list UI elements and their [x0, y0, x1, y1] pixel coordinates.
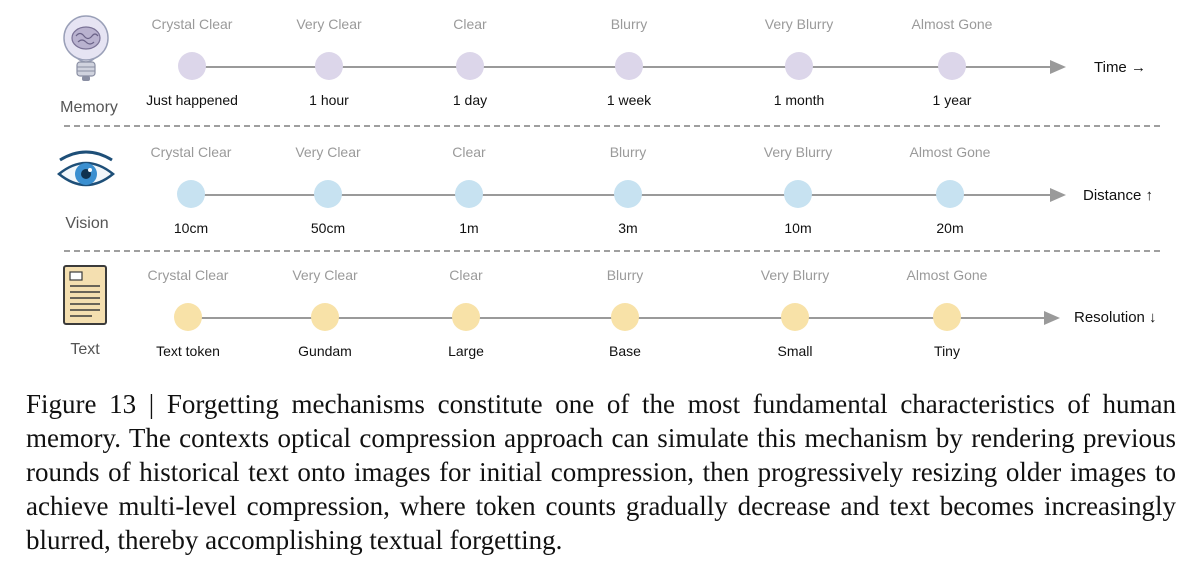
- vision-stage: [389, 144, 549, 236]
- text-stage: [715, 267, 875, 359]
- vision-stage: [718, 144, 878, 236]
- vision-dot: [455, 180, 483, 208]
- text-stage: [545, 267, 705, 359]
- memory-dot: [315, 52, 343, 80]
- resolution-value: Large: [448, 343, 484, 359]
- resolution-value: Tiny: [934, 343, 960, 359]
- text-arrowhead: [1044, 311, 1060, 325]
- clarity-label: Crystal Clear: [150, 144, 232, 160]
- memory-dot: [938, 52, 966, 80]
- resolution-value: Base: [609, 343, 641, 359]
- text-dot: [933, 303, 961, 331]
- text-stage: [867, 267, 1027, 359]
- lightbulb-brain-icon: [60, 12, 112, 92]
- vision-label: Vision: [65, 215, 109, 232]
- time-value: 1 hour: [309, 92, 349, 108]
- clarity-label: Clear: [453, 16, 487, 32]
- vision-dot: [936, 180, 964, 208]
- clarity-label: Very Blurry: [760, 267, 830, 283]
- vision-dot: [784, 180, 812, 208]
- text-label: Text: [70, 341, 100, 358]
- clarity-label: Very Clear: [292, 267, 358, 283]
- distance-value: 3m: [618, 220, 638, 236]
- distance-value: 10m: [784, 220, 812, 236]
- clarity-label: Crystal Clear: [147, 267, 229, 283]
- vision-row: [0, 128, 1200, 248]
- distance-value: 1m: [459, 220, 479, 236]
- time-value: 1 day: [452, 92, 488, 108]
- time-value: 1 month: [773, 92, 825, 108]
- clarity-label: Very Blurry: [763, 144, 833, 160]
- document-icon: [62, 264, 108, 326]
- text-stage: [108, 267, 268, 359]
- time-value: 1 year: [932, 92, 972, 108]
- text-dot: [311, 303, 339, 331]
- text-axis-label: Resolution ↓: [1074, 309, 1157, 326]
- clarity-label: Crystal Clear: [151, 16, 233, 32]
- text-dot: [611, 303, 639, 331]
- memory-stage: [872, 16, 1032, 108]
- time-value: Just happened: [146, 92, 238, 108]
- clarity-label: Blurry: [609, 144, 647, 160]
- vision-dot: [314, 180, 342, 208]
- memory-stage: [549, 16, 709, 108]
- distance-value: 10cm: [173, 220, 209, 236]
- clarity-label: Blurry: [606, 267, 644, 283]
- resolution-value: Small: [777, 343, 813, 359]
- memory-stage: [249, 16, 409, 108]
- text-dot: [781, 303, 809, 331]
- text-stage: [245, 267, 405, 359]
- memory-dot: [456, 52, 484, 80]
- time-value: 1 week: [606, 92, 652, 108]
- clarity-label: Very Clear: [295, 144, 361, 160]
- clarity-label: Clear: [452, 144, 486, 160]
- clarity-label: Very Blurry: [764, 16, 834, 32]
- vision-arrowhead: [1050, 188, 1066, 202]
- vision-dot: [614, 180, 642, 208]
- vision-stage: [870, 144, 1030, 236]
- memory-stage: [112, 16, 272, 108]
- text-dot: [174, 303, 202, 331]
- clarity-label: Clear: [449, 267, 483, 283]
- vision-stage: [111, 144, 271, 236]
- memory-stage: [719, 16, 879, 108]
- memory-dot: [615, 52, 643, 80]
- eye-icon: [56, 148, 116, 200]
- figure-caption: Figure 13 | Forgetting mechanisms constitute one of the most fundamental characteristics of human memory. The contexts optical compression approach can simulate this mechanism by rendering previous rounds of historical text onto images for initial compression, then progressively resizing older images to achieve multi-level compression, where token counts gradually decrease and text becomes increasingly blurred, thereby accomplishing textual forgetting.: [26, 389, 1176, 555]
- vision-axis-label: Distance ↑: [1083, 187, 1154, 204]
- memory-axis-label: Time →: [1094, 59, 1146, 76]
- text-stage: [386, 267, 546, 359]
- resolution-value: Gundam: [298, 343, 352, 359]
- memory-stage: [390, 16, 550, 108]
- distance-value: 20m: [936, 220, 964, 236]
- memory-label: Memory: [60, 99, 118, 116]
- memory-dot: [785, 52, 813, 80]
- distance-value: 50cm: [310, 220, 346, 236]
- resolution-value: Text token: [156, 343, 220, 359]
- memory-row: [0, 0, 1200, 120]
- clarity-label: Almost Gone: [909, 144, 991, 160]
- clarity-label: Almost Gone: [906, 267, 988, 283]
- clarity-label: Almost Gone: [911, 16, 993, 32]
- clarity-label: Blurry: [610, 16, 648, 32]
- clarity-label: Very Clear: [296, 16, 362, 32]
- memory-arrowhead: [1050, 60, 1066, 74]
- vision-stage: [248, 144, 408, 236]
- text-dot: [452, 303, 480, 331]
- text-row: [0, 250, 1200, 370]
- memory-dot: [178, 52, 206, 80]
- vision-dot: [177, 180, 205, 208]
- vision-stage: [548, 144, 708, 236]
- row-divider: [64, 125, 1160, 127]
